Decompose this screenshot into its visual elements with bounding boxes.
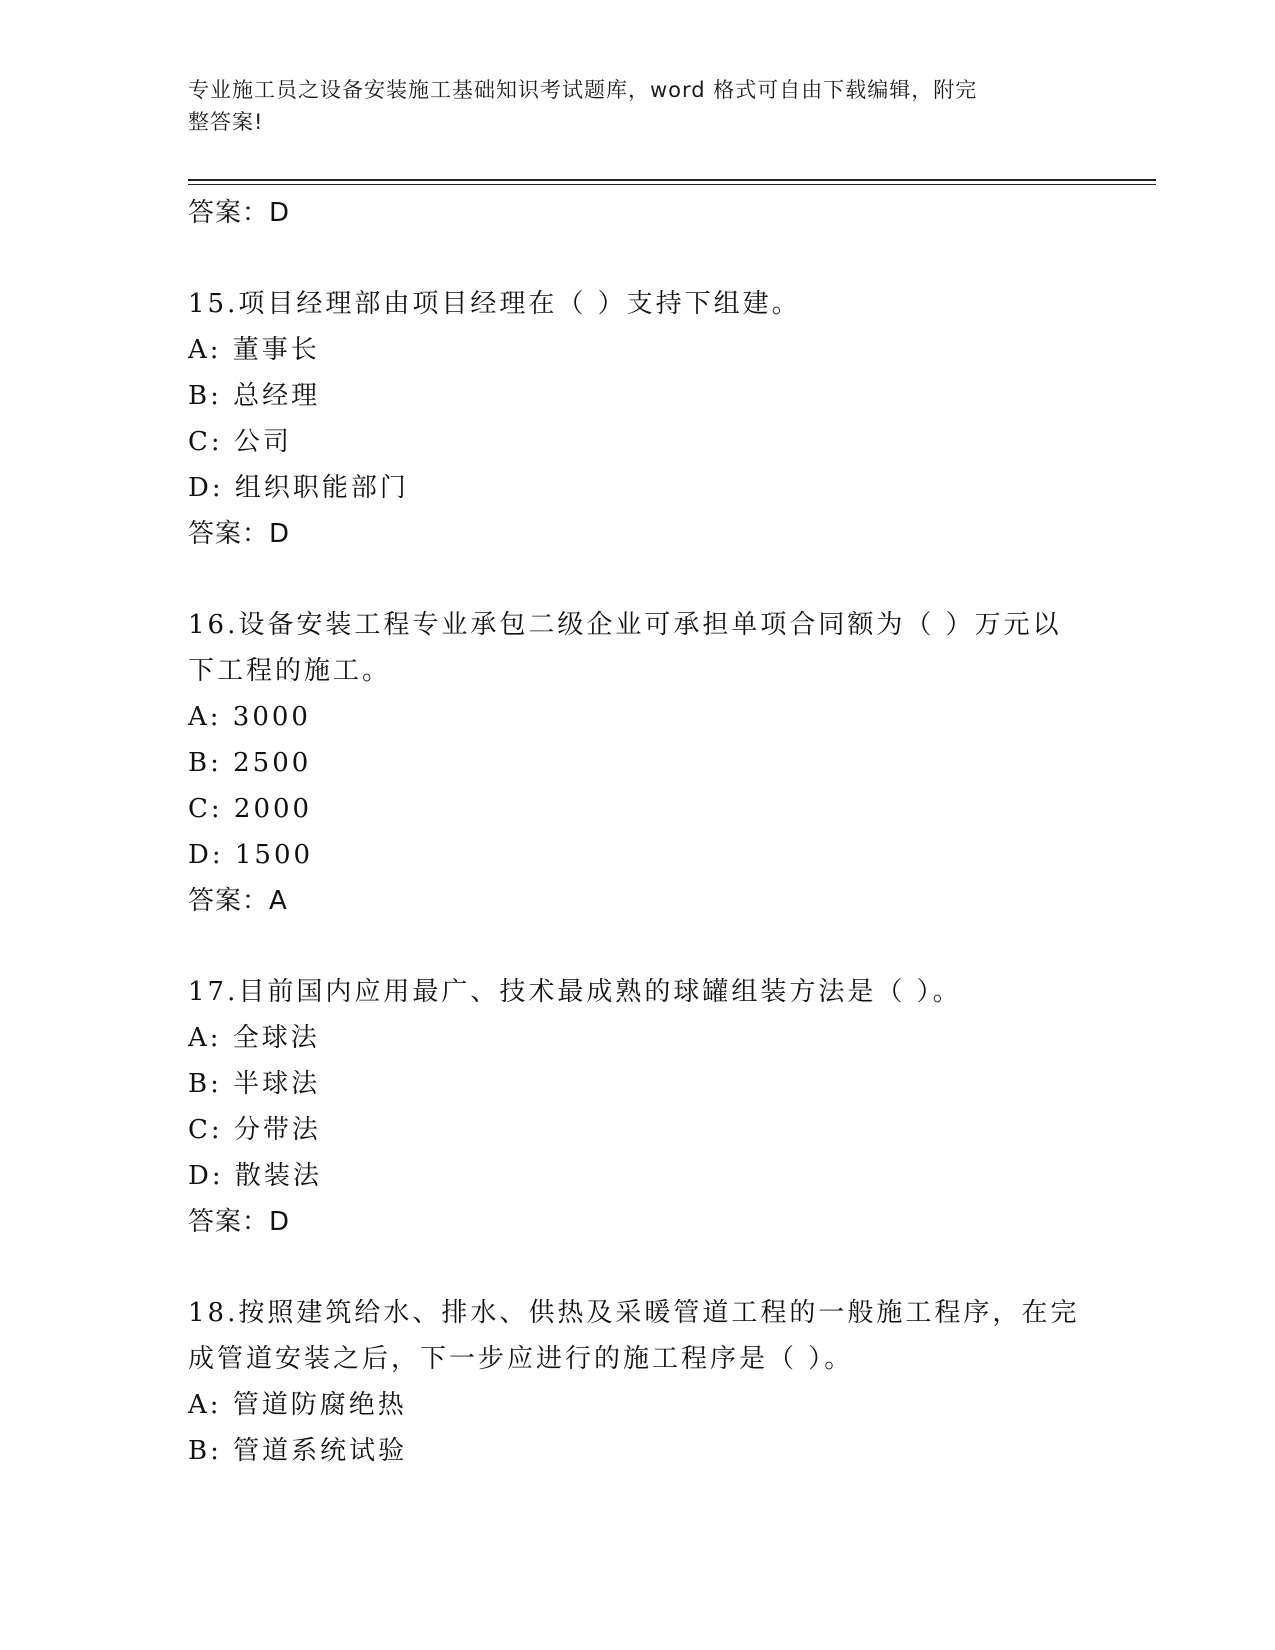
option-b: B: 半球法 — [188, 1069, 321, 1099]
option-b: B: 2500 — [188, 748, 312, 778]
answer-line: 答案：A — [188, 886, 288, 916]
option-a: A: 3000 — [188, 702, 311, 732]
answer-line: 答案：D — [188, 1207, 291, 1237]
question-stem-continued: 成管道安装之后，下一步应进行的施工程序是（ ）。 — [188, 1344, 854, 1374]
header-divider — [188, 179, 1156, 185]
question-stem: 15.项目经理部由项目经理在（ ）支持下组建。 — [188, 289, 801, 319]
option-c: C: 2000 — [188, 794, 313, 824]
option-a: A: 董事长 — [188, 335, 320, 365]
answer-line: 答案：D — [188, 519, 291, 549]
question-list — [188, 190, 1088, 1474]
option-d: D: 1500 — [188, 840, 314, 870]
question-stem: 16.设备安装工程专业承包二级企业可承担单项合同额为（ ）万元以 — [188, 610, 1062, 640]
header-line-2: 整答案! — [188, 110, 264, 134]
question-item — [188, 602, 1088, 924]
option-b: B: 管道系统试验 — [188, 1436, 408, 1466]
header-line-1: 专业施工员之设备安装施工基础知识考试题库，word 格式可自由下载编辑，附完 — [188, 78, 978, 102]
option-b: B: 总经理 — [188, 381, 321, 411]
question-stem: 17.目前国内应用最广、技术最成熟的球罐组装方法是（ ）。 — [188, 977, 962, 1007]
question-item — [188, 969, 1088, 1245]
question-item — [188, 281, 1088, 557]
question-stem: 18.按照建筑给水、排水、供热及采暖管道工程的一般施工程序，在完 — [188, 1298, 1080, 1328]
option-a: A: 全球法 — [188, 1023, 320, 1053]
option-c: C: 分带法 — [188, 1115, 321, 1145]
option-d: D: 散装法 — [188, 1161, 322, 1191]
answer-line: 答案：D — [188, 198, 291, 228]
document-header — [188, 74, 1068, 138]
question-stem-continued: 下工程的施工。 — [188, 656, 392, 686]
question-item — [188, 1290, 1088, 1474]
option-d: D: 组织职能部门 — [188, 473, 409, 503]
option-c: C: 公司 — [188, 427, 292, 457]
option-a: A: 管道防腐绝热 — [188, 1390, 407, 1420]
